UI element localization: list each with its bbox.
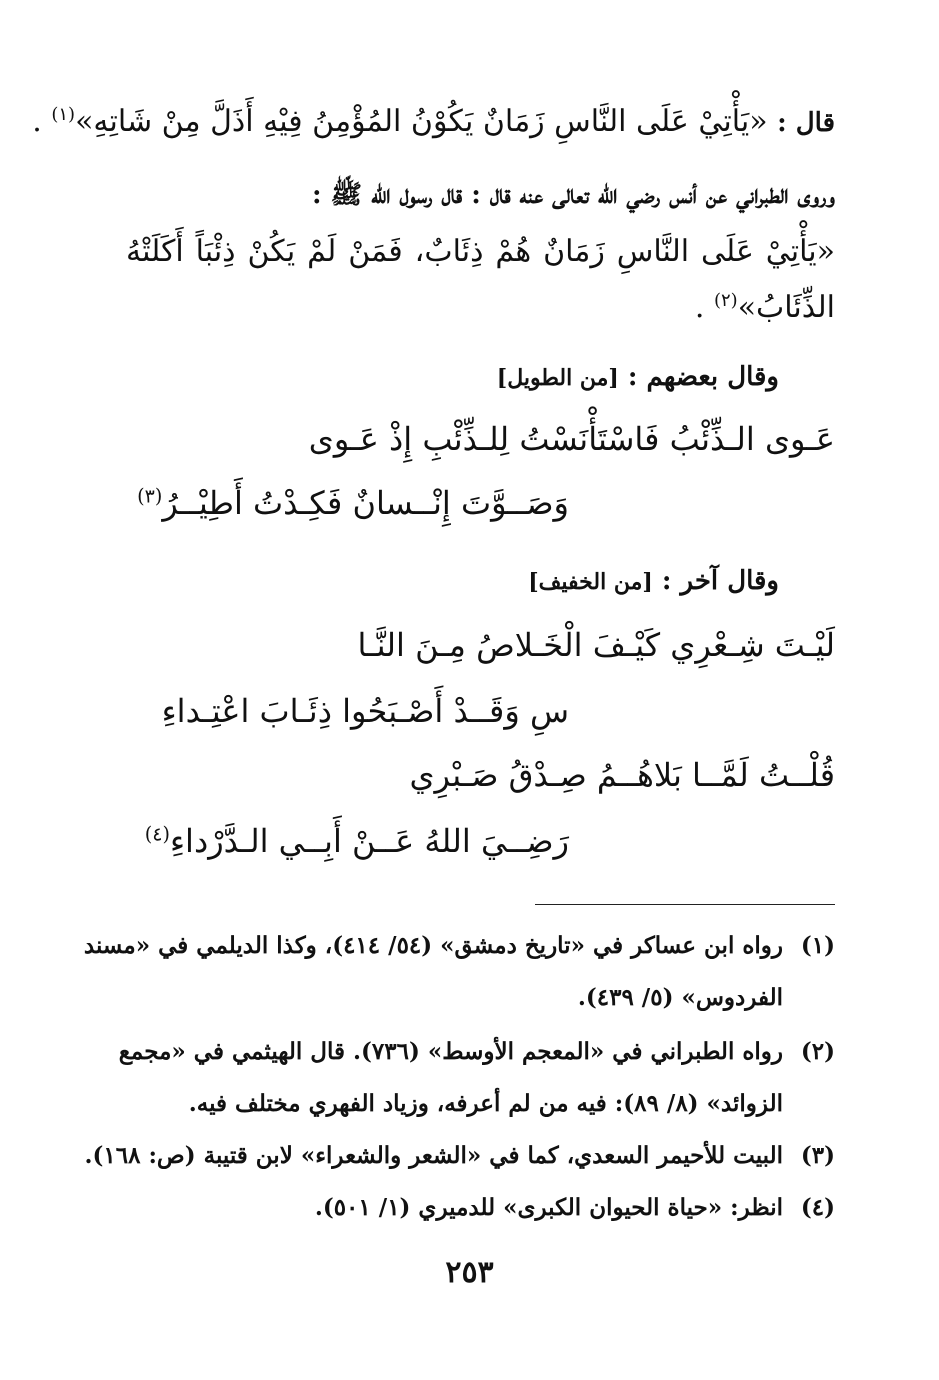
verse-2-first-hemistich: لَيْـتَ شِـعْرِي كَيْـفَ الْخَـلاصُ مِـنَ النَّـا <box>357 626 835 664</box>
footnote-3-line-1 <box>84 1142 835 1170</box>
footnote-2-line-2: الزوائد» (٨/ ٨٩): فيه من لم أعرفه، وزياد الفهري مختلف فيه. <box>188 1090 783 1117</box>
verse-3-second-text: رَضِــيَ اللهُ عَــنْ أَبِــي الـدَّرْداءِ <box>170 822 569 860</box>
footnote-2-number: (٢) <box>800 1038 835 1065</box>
footnote-1-line-2: الفردوس» (٥/ ٤٣٩). <box>577 984 783 1011</box>
page-number: ٢٥٣ <box>445 1255 494 1290</box>
line-1-end: . <box>32 104 52 139</box>
poem-intro-2 <box>126 566 779 597</box>
footnote-ref-1: (١) <box>51 104 76 125</box>
footnote-4-line-1 <box>126 1194 835 1222</box>
footnote-separator <box>535 904 835 905</box>
meter-khafif: [من الخفيف] <box>528 569 653 595</box>
text-line-3: «يَأْتِيْ عَلَى النَّاسِ زَمَانٌ هُمْ ذِئَابٌ، فَمَنْ لَمْ يَكُنْ ذِئْبَاً أَكَلَتْهُ <box>126 234 835 269</box>
verse-3-first-hemistich: قُلْــتُ لَمَّــا بَلاهُــمُ صِـدْقُ صَـبْرِي <box>409 756 835 794</box>
hadith-2-end: الذِّئَابُ» <box>737 290 835 325</box>
meter-tawil: [من الطويل] <box>496 365 619 391</box>
verse-1-first-hemistich: عَـوى الـذِّئْبُ فَاسْتَأْنَسْتُ لِلـذِّئْبِ إِذْ عَـوى <box>308 420 835 458</box>
verse-1-second-text: وَصَــوَّتَ إِنْــسانٌ فَكِـدْتُ أَطِيْــرُ <box>162 484 569 522</box>
text-line-4 <box>126 290 835 326</box>
poem-intro-1-text: وقال بعضهم : <box>618 362 779 392</box>
text-line-2: وروى الطبراني عن أنس رضي الله تعالى عنه قال : قال رسول الله ﷺ : <box>311 180 835 210</box>
qala-label: قال : <box>777 108 835 138</box>
verse-2-second-hemistich: سِ وَقَــدْ أَصْـبَحُوا ذِئَـابَ اعْتِـداءِ <box>161 692 569 730</box>
footnote-ref-4: (٤) <box>144 822 170 846</box>
poem-intro-2-text: وقال آخر : <box>652 566 779 596</box>
hadith-1-text: «يَأْتِيْ عَلَى النَّاسِ زَمَانٌ يَكُوْنُ المُؤْمِنُ فِيْهِ أَذَلَّ مِنْ شَاتِهِ» <box>75 104 778 139</box>
footnote-ref-3: (٣) <box>137 484 163 508</box>
footnote-1-line-1 <box>83 932 835 960</box>
footnote-4-text-1: انظر: «حياة الحيوان الكبرى» للدميري (١/ ٥٠١). <box>314 1194 783 1221</box>
footnote-2-line-1 <box>118 1038 835 1066</box>
footnote-3-number: (٣) <box>800 1142 835 1169</box>
line-4-end: . <box>694 290 714 325</box>
footnote-3-text-1: البيت للأحيمر السعدي، كما في «الشعر والشعراء» لابن قتيبة (ص: ١٦٨). <box>84 1142 783 1169</box>
footnote-4-number: (٤) <box>800 1194 835 1221</box>
footnote-1-text-1: رواه ابن عساكر في «تاريخ دمشق» (٥٤/ ٤١٤)، وكذا الديلمي في «مسند <box>83 932 783 959</box>
poem-intro-1 <box>126 362 779 393</box>
verse-1-second-hemistich <box>130 484 569 522</box>
text-line-1 <box>32 104 835 140</box>
footnote-ref-2: (٢) <box>713 290 738 311</box>
footnote-2-text-1: رواه الطبراني في «المعجم الأوسط» (٧٣٦). قال الهيثمي في «مجمع <box>118 1038 783 1065</box>
verse-3-second-hemistich <box>130 822 569 860</box>
footnote-1-number: (١) <box>800 932 835 959</box>
